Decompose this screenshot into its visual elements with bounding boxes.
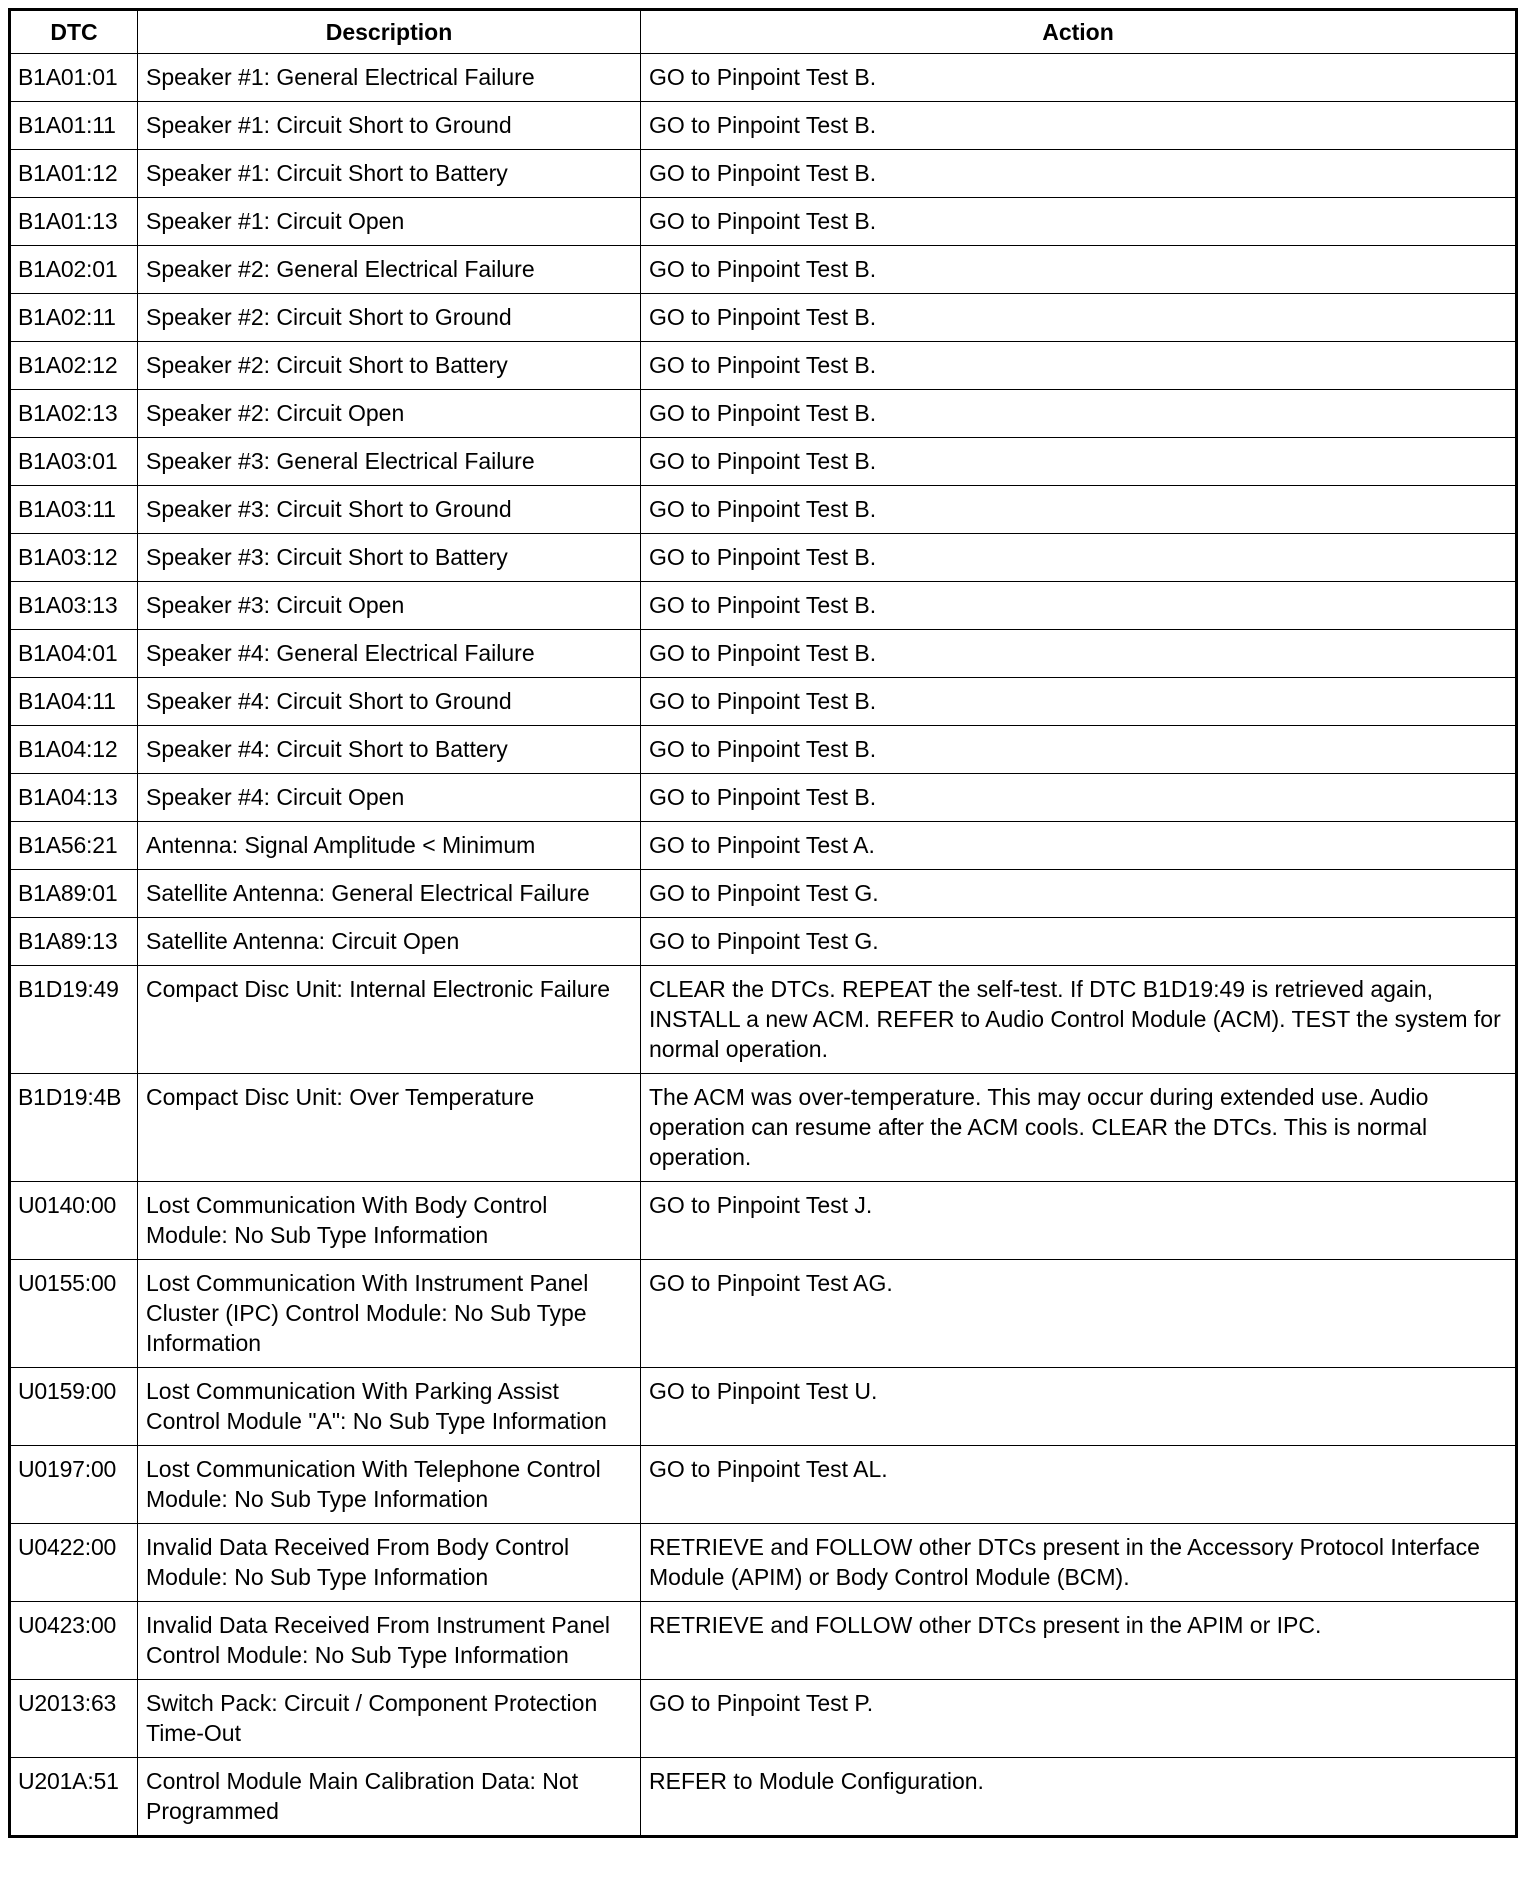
action-cell: GO to Pinpoint Test B. <box>641 534 1517 582</box>
description-cell: Speaker #1: General Electrical Failure <box>138 54 641 102</box>
table-body <box>10 54 1517 1837</box>
description-cell: Speaker #2: Circuit Short to Ground <box>138 294 641 342</box>
description-cell: Satellite Antenna: Circuit Open <box>138 918 641 966</box>
description-cell: Speaker #4: Circuit Short to Ground <box>138 678 641 726</box>
table-row <box>10 966 1517 1074</box>
table-row <box>10 390 1517 438</box>
dtc-code-cell: U2013:63 <box>10 1680 138 1758</box>
action-cell: GO to Pinpoint Test B. <box>641 150 1517 198</box>
description-cell: Lost Communication With Body Control Module: No Sub Type Information <box>138 1182 641 1260</box>
action-cell: GO to Pinpoint Test B. <box>641 438 1517 486</box>
table-row <box>10 246 1517 294</box>
description-cell: Lost Communication With Instrument Panel Cluster (IPC) Control Module: No Sub Type Information <box>138 1260 641 1368</box>
table-row <box>10 1074 1517 1182</box>
action-cell: GO to Pinpoint Test J. <box>641 1182 1517 1260</box>
dtc-code-cell: B1A02:13 <box>10 390 138 438</box>
description-cell: Speaker #1: Circuit Short to Battery <box>138 150 641 198</box>
description-column-header: Description <box>138 10 641 54</box>
dtc-code-cell: U0159:00 <box>10 1368 138 1446</box>
table-row <box>10 726 1517 774</box>
table-row <box>10 438 1517 486</box>
action-cell: GO to Pinpoint Test B. <box>641 630 1517 678</box>
dtc-table <box>8 8 1518 1838</box>
table-row <box>10 102 1517 150</box>
table-row <box>10 150 1517 198</box>
table-row <box>10 870 1517 918</box>
table-row <box>10 1680 1517 1758</box>
action-cell: GO to Pinpoint Test B. <box>641 582 1517 630</box>
dtc-code-cell: B1A03:11 <box>10 486 138 534</box>
table-row <box>10 1260 1517 1368</box>
action-cell: GO to Pinpoint Test B. <box>641 54 1517 102</box>
description-cell: Speaker #4: General Electrical Failure <box>138 630 641 678</box>
dtc-code-cell: B1A89:01 <box>10 870 138 918</box>
description-cell: Compact Disc Unit: Internal Electronic Failure <box>138 966 641 1074</box>
dtc-code-cell: B1A04:01 <box>10 630 138 678</box>
action-cell: GO to Pinpoint Test B. <box>641 294 1517 342</box>
table-row <box>10 822 1517 870</box>
dtc-code-cell: B1A04:12 <box>10 726 138 774</box>
table-header <box>10 10 1517 54</box>
description-cell: Speaker #3: Circuit Open <box>138 582 641 630</box>
table-row <box>10 630 1517 678</box>
dtc-code-cell: B1D19:4B <box>10 1074 138 1182</box>
dtc-code-cell: B1A01:11 <box>10 102 138 150</box>
action-cell: GO to Pinpoint Test B. <box>641 246 1517 294</box>
dtc-code-cell: B1A02:11 <box>10 294 138 342</box>
action-cell: GO to Pinpoint Test AG. <box>641 1260 1517 1368</box>
dtc-code-cell: U0197:00 <box>10 1446 138 1524</box>
description-cell: Speaker #3: General Electrical Failure <box>138 438 641 486</box>
dtc-code-cell: B1A03:13 <box>10 582 138 630</box>
description-cell: Speaker #3: Circuit Short to Battery <box>138 534 641 582</box>
action-cell: GO to Pinpoint Test B. <box>641 486 1517 534</box>
header-row <box>10 10 1517 54</box>
dtc-code-cell: B1A02:01 <box>10 246 138 294</box>
action-cell: GO to Pinpoint Test B. <box>641 390 1517 438</box>
action-cell: GO to Pinpoint Test B. <box>641 678 1517 726</box>
action-cell: CLEAR the DTCs. REPEAT the self-test. If DTC B1D19:49 is retrieved again, INSTALL a new ACM. REFER to Audio Control Module (ACM). TEST the system for normal operation. <box>641 966 1517 1074</box>
action-cell: GO to Pinpoint Test U. <box>641 1368 1517 1446</box>
action-cell: RETRIEVE and FOLLOW other DTCs present in the APIM or IPC. <box>641 1602 1517 1680</box>
table-row <box>10 198 1517 246</box>
action-cell: The ACM was over-temperature. This may occur during extended use. Audio operation can resume after the ACM cools. CLEAR the DTCs. This is normal operation. <box>641 1074 1517 1182</box>
table-row <box>10 1602 1517 1680</box>
table-row <box>10 486 1517 534</box>
action-cell: GO to Pinpoint Test G. <box>641 870 1517 918</box>
table-row <box>10 1446 1517 1524</box>
action-cell: GO to Pinpoint Test B. <box>641 102 1517 150</box>
description-cell: Speaker #1: Circuit Open <box>138 198 641 246</box>
dtc-code-cell: U0155:00 <box>10 1260 138 1368</box>
action-cell: GO to Pinpoint Test B. <box>641 726 1517 774</box>
dtc-code-cell: B1A03:12 <box>10 534 138 582</box>
action-cell: REFER to Module Configuration. <box>641 1758 1517 1837</box>
description-cell: Satellite Antenna: General Electrical Failure <box>138 870 641 918</box>
dtc-column-header: DTC <box>10 10 138 54</box>
table-row <box>10 1368 1517 1446</box>
action-cell: GO to Pinpoint Test P. <box>641 1680 1517 1758</box>
description-cell: Lost Communication With Telephone Control Module: No Sub Type Information <box>138 1446 641 1524</box>
action-cell: GO to Pinpoint Test A. <box>641 822 1517 870</box>
description-cell: Speaker #2: Circuit Short to Battery <box>138 342 641 390</box>
description-cell: Speaker #2: General Electrical Failure <box>138 246 641 294</box>
dtc-code-cell: B1A01:01 <box>10 54 138 102</box>
description-cell: Speaker #4: Circuit Open <box>138 774 641 822</box>
action-cell: GO to Pinpoint Test B. <box>641 774 1517 822</box>
table-row <box>10 534 1517 582</box>
action-cell: GO to Pinpoint Test B. <box>641 198 1517 246</box>
dtc-code-cell: B1A03:01 <box>10 438 138 486</box>
description-cell: Speaker #1: Circuit Short to Ground <box>138 102 641 150</box>
description-cell: Invalid Data Received From Instrument Panel Control Module: No Sub Type Information <box>138 1602 641 1680</box>
table-row <box>10 582 1517 630</box>
action-column-header: Action <box>641 10 1517 54</box>
dtc-code-cell: B1A89:13 <box>10 918 138 966</box>
dtc-code-cell: B1A04:13 <box>10 774 138 822</box>
action-cell: RETRIEVE and FOLLOW other DTCs present in the Accessory Protocol Interface Module (APIM) or Body Control Module (BCM). <box>641 1524 1517 1602</box>
table-row <box>10 342 1517 390</box>
description-cell: Control Module Main Calibration Data: Not Programmed <box>138 1758 641 1837</box>
dtc-code-cell: B1A04:11 <box>10 678 138 726</box>
table-row <box>10 54 1517 102</box>
table-row <box>10 1182 1517 1260</box>
action-cell: GO to Pinpoint Test AL. <box>641 1446 1517 1524</box>
dtc-code-cell: B1A56:21 <box>10 822 138 870</box>
table-row <box>10 918 1517 966</box>
dtc-code-cell: B1D19:49 <box>10 966 138 1074</box>
table-row <box>10 678 1517 726</box>
table-row <box>10 774 1517 822</box>
action-cell: GO to Pinpoint Test B. <box>641 342 1517 390</box>
description-cell: Lost Communication With Parking Assist Control Module "A": No Sub Type Information <box>138 1368 641 1446</box>
description-cell: Speaker #3: Circuit Short to Ground <box>138 486 641 534</box>
table-row <box>10 294 1517 342</box>
action-cell: GO to Pinpoint Test G. <box>641 918 1517 966</box>
dtc-code-cell: B1A01:12 <box>10 150 138 198</box>
description-cell: Speaker #4: Circuit Short to Battery <box>138 726 641 774</box>
dtc-code-cell: U0140:00 <box>10 1182 138 1260</box>
dtc-code-cell: B1A01:13 <box>10 198 138 246</box>
dtc-code-cell: U0423:00 <box>10 1602 138 1680</box>
description-cell: Invalid Data Received From Body Control Module: No Sub Type Information <box>138 1524 641 1602</box>
description-cell: Compact Disc Unit: Over Temperature <box>138 1074 641 1182</box>
table-row <box>10 1758 1517 1837</box>
dtc-code-cell: U201A:51 <box>10 1758 138 1837</box>
description-cell: Antenna: Signal Amplitude < Minimum <box>138 822 641 870</box>
dtc-code-cell: U0422:00 <box>10 1524 138 1602</box>
table-row <box>10 1524 1517 1602</box>
description-cell: Speaker #2: Circuit Open <box>138 390 641 438</box>
description-cell: Switch Pack: Circuit / Component Protection Time-Out <box>138 1680 641 1758</box>
dtc-code-cell: B1A02:12 <box>10 342 138 390</box>
